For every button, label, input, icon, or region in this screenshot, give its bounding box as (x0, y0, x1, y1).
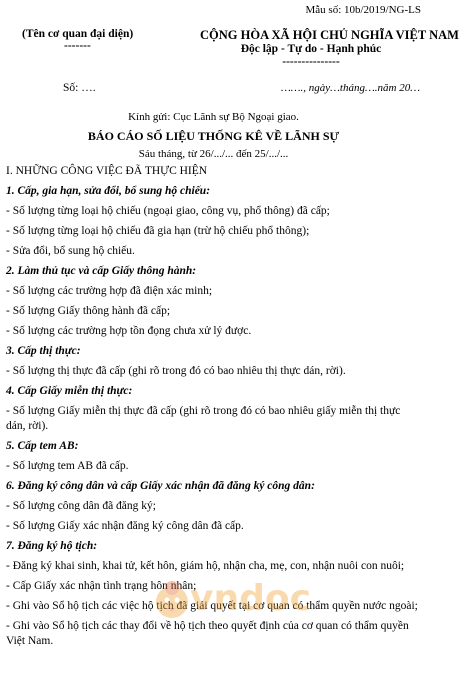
item-line: - Số lượng các trường hợp tồn đọng chưa xử lý được. (6, 325, 252, 337)
item-title: 5. Cấp tem AB: (6, 440, 79, 452)
item-title: 2. Làm thủ tục và cấp Giấy thông hành: (6, 265, 197, 277)
item-line: - Số lượng công dân đã đăng ký; (6, 500, 156, 512)
form-number: Mẫu số: 10b/2019/NG-LS (305, 4, 421, 16)
report-title: BÁO CÁO SỐ LIỆU THỐNG KÊ VỀ LÃNH SỰ (87, 129, 340, 143)
document-number: Số: …. (63, 82, 96, 94)
agency-underline: ------- (64, 40, 91, 52)
item-line: - Số lượng Giấy miễn thị thực đã cấp (ghi rõ trong đó có bao nhiêu giấy miễn thị thực dán, rời). (6, 405, 401, 432)
item-line: - Sửa đổi, bổ sung hộ chiếu. (6, 245, 135, 257)
item-line: - Đăng ký khai sinh, khai tử, kết hôn, giám hộ, nhận cha, mẹ, con, nhận nuôi con nuôi; (6, 560, 405, 572)
item-title: 7. Đăng ký hộ tịch: (6, 540, 98, 552)
item-line: - Số lượng các trường hợp đã điện xác minh; (6, 285, 213, 297)
item-line: - Cấp Giấy xác nhận tình trạng hôn nhân; (6, 580, 197, 592)
nation-name: CỘNG HÒA XÃ HỘI CHỦ NGHĨA VIỆT NAM (200, 28, 459, 42)
item-line: - Số lượng tem AB đã cấp. (6, 460, 129, 472)
chicken-logo-icon (150, 576, 194, 622)
addressee: Kính gửi: Cục Lãnh sự Bộ Ngoại giao. (128, 111, 299, 123)
watermark (150, 576, 311, 626)
item-line: - Số lượng thị thực đã cấp (ghi rõ trong đó có bao nhiêu thị thực dán, rời). (6, 365, 346, 377)
item-line: - Số lượng Giấy thông hành đã cấp; (6, 305, 171, 317)
section-title: I. NHỮNG CÔNG VIỆC ĐÃ THỰC HIỆN (6, 165, 208, 177)
item-title: 1. Cấp, gia hạn, sửa đổi, bổ sung hộ chiếu: (6, 185, 211, 197)
agency-name: (Tên cơ quan đại diện) (22, 28, 134, 40)
watermark-text: vndoc (190, 578, 311, 619)
item-line: - Ghi vào Sổ hộ tịch các thay đổi về hộ tịch theo quyết định của cơ quan có thẩm quyền Việt Nam. (6, 620, 409, 647)
item-title: 4. Cấp Giấy miễn thị thực: (6, 385, 133, 397)
item-title: 6. Đăng ký công dân và cấp Giấy xác nhận đã đăng ký công dân: (6, 480, 315, 492)
dateline: ……., ngày…tháng….năm 20… (280, 82, 420, 94)
report-period: Sáu tháng, từ 26/.../... đến 25/.../... (138, 148, 289, 160)
item-line: - Số lượng từng loại hộ chiếu (ngoại giao, công vụ, phổ thông) đã cấp; (6, 205, 330, 217)
national-header (200, 28, 459, 68)
item-line: - Ghi vào Sổ hộ tịch các việc hộ tịch đã giải quyết tại cơ quan có thẩm quyền nước ngoài; (6, 600, 418, 612)
item-line: - Số lượng từng loại hộ chiếu đã gia hạn (trừ hộ chiếu phổ thông); (6, 225, 310, 237)
motto-underline: --------------- (282, 56, 340, 68)
item-line: - Số lượng Giấy xác nhận đăng ký công dân đã cấp. (6, 520, 244, 532)
item-title: 3. Cấp thị thực: (6, 345, 81, 357)
national-motto: Độc lập - Tự do - Hạnh phúc (240, 43, 382, 55)
